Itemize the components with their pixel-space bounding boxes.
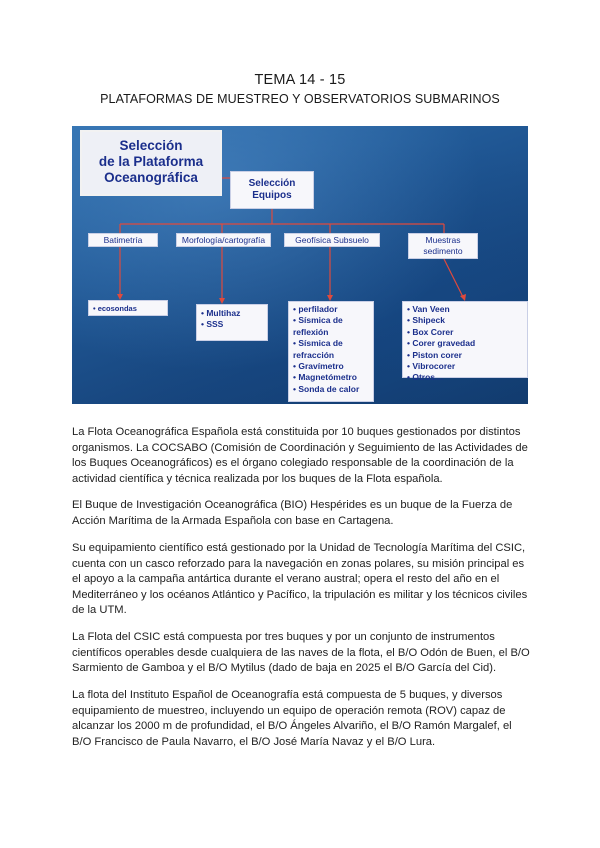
list-item: reflexión xyxy=(293,326,329,337)
list-item: • Sísmica de xyxy=(293,315,343,326)
list-item: • Shipeck xyxy=(407,315,445,326)
page-header xyxy=(0,72,600,106)
list-sediment-samples xyxy=(402,301,528,383)
list-item: • Sísmica de xyxy=(293,338,343,349)
list-item: • Multihaz xyxy=(201,308,241,318)
category-line: sedimento xyxy=(423,246,463,256)
list-item: • Corer gravedad xyxy=(407,338,476,349)
title-line: Selección xyxy=(119,138,183,153)
category-sediment-samples xyxy=(408,233,478,259)
category-bathymetry: Batimetría xyxy=(88,233,158,247)
list-item: • SSS xyxy=(201,319,224,330)
selection-equipment-box xyxy=(230,171,314,209)
list-item: • Sonda de calor xyxy=(293,383,360,394)
selection-line: Equipos xyxy=(252,190,292,201)
title-line: Oceanográfica xyxy=(104,170,198,185)
paragraph-fleet-overview: La Flota Oceanográfica Española está constituida por 10 buques gestionados por distintos organismos. La COCSABO (Comisión de Coordinación y Seguimiento de las Actividades de los Buques Oceanográficos) es el órgano colegiado responsable de la coordinación de la actividad científica y técnica realizada por los buques de la Flota española. xyxy=(72,426,528,485)
list-item: • Box Corer xyxy=(407,326,454,337)
selection-line: Selección xyxy=(248,178,296,189)
diagram-title-box xyxy=(80,130,222,196)
paragraph-equipment: Su equipamiento científico está gestionado por la Unidad de Tecnología Marítima del CSIC, cuenta con un casco reforzado para la navegación en zonas polares, su misión principal es el apoyo a la campaña antártica durante el verano austral; opera el resto del año en el Mediterráneo y los océanos Atlántico y Pacífico, la tripulación es militar y los técnicos civiles de la UTM. xyxy=(72,542,528,617)
arrow-cat4 xyxy=(444,259,464,299)
paragraph-ieo-fleet: La flota del Instituto Español de Oceanografía está compuesta de 5 buques, y diversos equipamiento de muestreo, incluyendo un equipo de operación remota (ROV) capaz de alcanzar los 2000 m de profundidad, el B/O Ángeles Alvariño, el B/O Ramón Margalef, el B/O Francisco de Paula Navarro, el B/O José María Navaz y el B/O Lura. xyxy=(72,689,512,748)
category-geophysics: Geofísica Subsuelo xyxy=(284,233,380,247)
list-item: • Gravímetro xyxy=(293,361,344,372)
list-morphology xyxy=(196,304,268,341)
list-item: • ecosondas xyxy=(93,304,137,313)
topic-heading: TEMA 14 - 15 xyxy=(254,72,346,88)
category-line: Muestras xyxy=(425,235,461,245)
list-item: • Magnetómetro xyxy=(293,372,357,383)
paragraph-hesperides: El Buque de Investigación Oceanográfica (BIO) Hespérides es un buque de la Fuerza de Acción Marítima de la Armada Española con base en Cartagena. xyxy=(72,499,513,527)
platform-selection-diagram xyxy=(72,126,528,404)
subtitle-heading: PLATAFORMAS DE MUESTREO Y OBSERVATORIOS SUBMARINOS xyxy=(100,92,500,106)
list-item: refracción xyxy=(293,349,335,360)
list-item: • Piston corer xyxy=(407,349,462,360)
paragraph-csic-fleet: La Flota del CSIC está compuesta por tres buques y por un conjunto de instrumentos científicos operables desde cualquiera de las naves de la flota, el B/O Odón de Buen, el B/O Sarmiento de Gamboa y el B/O Mytilus (dado de baja en 2025 el B/O García del Cid). xyxy=(72,631,530,675)
list-item: • Otros… xyxy=(407,372,444,383)
list-item: • Van Veen xyxy=(407,304,450,314)
category-morphology: Morfología/cartografía xyxy=(176,233,271,247)
list-item: • perfilador xyxy=(293,304,338,314)
list-bathymetry xyxy=(88,300,168,316)
list-geophysics xyxy=(288,301,374,402)
list-item: • Vibrocorer xyxy=(407,361,456,372)
title-line: de la Plataforma xyxy=(98,154,204,169)
arrowhead-cat4 xyxy=(460,294,466,301)
